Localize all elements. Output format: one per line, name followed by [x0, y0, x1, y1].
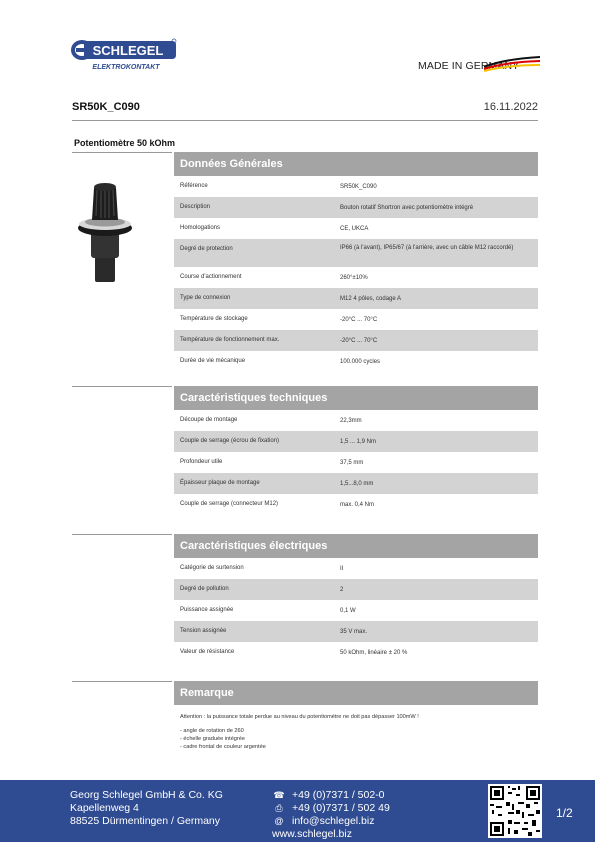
electrical-rows [174, 558, 538, 663]
row-value: 0,1 W [340, 608, 356, 614]
table-row [174, 351, 538, 372]
qr-code[interactable] [488, 784, 542, 838]
page-number: 1/2 [556, 806, 573, 820]
table-row [174, 309, 538, 330]
general-rows [174, 176, 538, 372]
row-label: Puissance assignée [180, 607, 234, 613]
row-value: 50 kOhm, linéaire ± 20 % [340, 650, 408, 656]
contact-fax [272, 802, 390, 815]
section-general [72, 152, 538, 365]
row-value: 1,5 ... 1,9 Nm [340, 439, 377, 445]
section-divider [72, 534, 172, 535]
row-label: Description [180, 204, 211, 210]
table-row [174, 197, 538, 218]
row-value: SR50K_C090 [340, 184, 377, 190]
section-remark [72, 681, 538, 761]
row-value: max. 0,4 Nm [340, 502, 375, 508]
website-link[interactable]: www.schlegel.biz [272, 828, 352, 840]
table-row [174, 218, 538, 239]
table-row [174, 579, 538, 600]
row-label: Température de fonctionnement max. [180, 337, 280, 343]
table-row [174, 330, 538, 351]
row-value: 2 [340, 587, 344, 593]
row-label: Tension assignée [180, 628, 227, 634]
contact-email [272, 815, 390, 828]
phone-number[interactable]: +49 (0)7371 / 502-0 [292, 789, 385, 801]
remark-bullet: - angle de rotation de 260 [180, 728, 244, 735]
section-title-remark: Remarque [174, 681, 538, 705]
row-label: Valeur de résistance [180, 649, 235, 655]
section-title-technical: Caractéristiques techniques [174, 386, 538, 410]
row-label: Degré de pollution [180, 586, 229, 592]
section-electrical [72, 534, 538, 664]
logo-sub-text: ELEKTROKONTAKT [92, 64, 160, 71]
document-date: 16.11.2022 [483, 101, 538, 113]
footer-contact [272, 789, 390, 841]
row-value: II [340, 566, 344, 572]
made-in-germany-label: MADE IN GERMANY [418, 60, 520, 72]
row-label: Profondeur utile [180, 459, 223, 465]
section-title-electrical: Caractéristiques électriques [174, 534, 538, 558]
header-divider [72, 120, 538, 121]
row-value: 22,3mm [340, 418, 362, 424]
remark-text [180, 713, 530, 751]
remark-bullet: - cadre frontal de couleur argentée [180, 744, 266, 751]
table-row [174, 473, 538, 494]
footer [0, 780, 595, 842]
section-title-general: Données Générales [174, 152, 538, 176]
table-row [174, 494, 538, 515]
table-row [174, 267, 538, 288]
table-row [174, 410, 538, 431]
row-label: Couple de serrage (connecteur M12) [180, 501, 279, 507]
row-value: -20°C ... 70°C [340, 317, 378, 323]
row-label: Degré de protection [180, 246, 233, 252]
german-flag-swoosh-icon [484, 55, 540, 75]
section-divider [72, 681, 172, 682]
table-row [174, 288, 538, 309]
table-row [174, 431, 538, 452]
row-label: Couple de serrage (écrou de fixation) [180, 438, 280, 444]
title-row [72, 101, 538, 115]
email-icon: @ [274, 816, 284, 826]
row-value: 35 V max. [340, 629, 368, 635]
company-city: 88525 Dürmentingen / Germany [70, 815, 220, 827]
row-value: Bouton rotatif Shortron avec potentiomètre intégré [340, 205, 474, 211]
table-row [174, 239, 538, 267]
row-value: 260°±10% [340, 275, 368, 281]
row-value: CE, UKCA [340, 226, 369, 232]
company-street: Kapellenweg 4 [70, 802, 139, 814]
email-address[interactable]: info@schlegel.biz [292, 815, 375, 827]
row-label: Homologations [180, 225, 221, 231]
schlegel-logo [70, 38, 178, 72]
table-row [174, 642, 538, 663]
section-technical [72, 386, 538, 516]
row-value: IP66 (à l'avant), IP65/67 (à l'arrière, avec un câble M12 raccordé) [340, 245, 514, 251]
row-value: 100.000 cycles [340, 359, 381, 365]
product-name: Potentiomètre 50 kOhm [74, 138, 176, 148]
section-divider [72, 386, 172, 387]
technical-rows [174, 410, 538, 515]
row-label: Référence [180, 183, 208, 189]
phone-icon: ☎ [273, 790, 285, 800]
table-row [174, 176, 538, 197]
row-label: Type de connexion [180, 295, 231, 301]
remark-attention: Attention : la puissance totale perdue au niveau du potentiomètre ne doit pas dépasser 100mW ! [180, 714, 419, 720]
row-label: Température de stockage [180, 316, 248, 322]
table-row [174, 558, 538, 579]
row-value: M12 4 pôles, codage A [340, 296, 402, 302]
footer-address [70, 789, 223, 828]
contact-web [272, 828, 390, 841]
row-label: Épaisseur plaque de montage [180, 480, 260, 486]
row-label: Course d'actionnement [180, 274, 242, 280]
company-name: Georg Schlegel GmbH & Co. KG [70, 789, 223, 801]
remark-bullet: - échelle graduée intégrée [180, 736, 245, 743]
fax-number: +49 (0)7371 / 502 49 [292, 802, 390, 814]
row-label: Découpe de montage [180, 417, 238, 423]
row-value: 37,5 mm [340, 460, 364, 466]
fax-icon: ⎙ [275, 803, 283, 813]
contact-phone [272, 789, 390, 802]
section-divider [72, 152, 172, 153]
row-value: -20°C ... 70°C [340, 338, 378, 344]
table-row [174, 600, 538, 621]
logo-brand-text: SCHLEGEL [92, 43, 164, 58]
product-id: SR50K_C090 [72, 101, 140, 113]
table-row [174, 452, 538, 473]
row-label: Durée de vie mécanique [180, 358, 246, 364]
row-label: Catégorie de surtension [180, 565, 244, 571]
table-row [174, 621, 538, 642]
row-value: 1,5...8,0 mm [340, 481, 374, 487]
